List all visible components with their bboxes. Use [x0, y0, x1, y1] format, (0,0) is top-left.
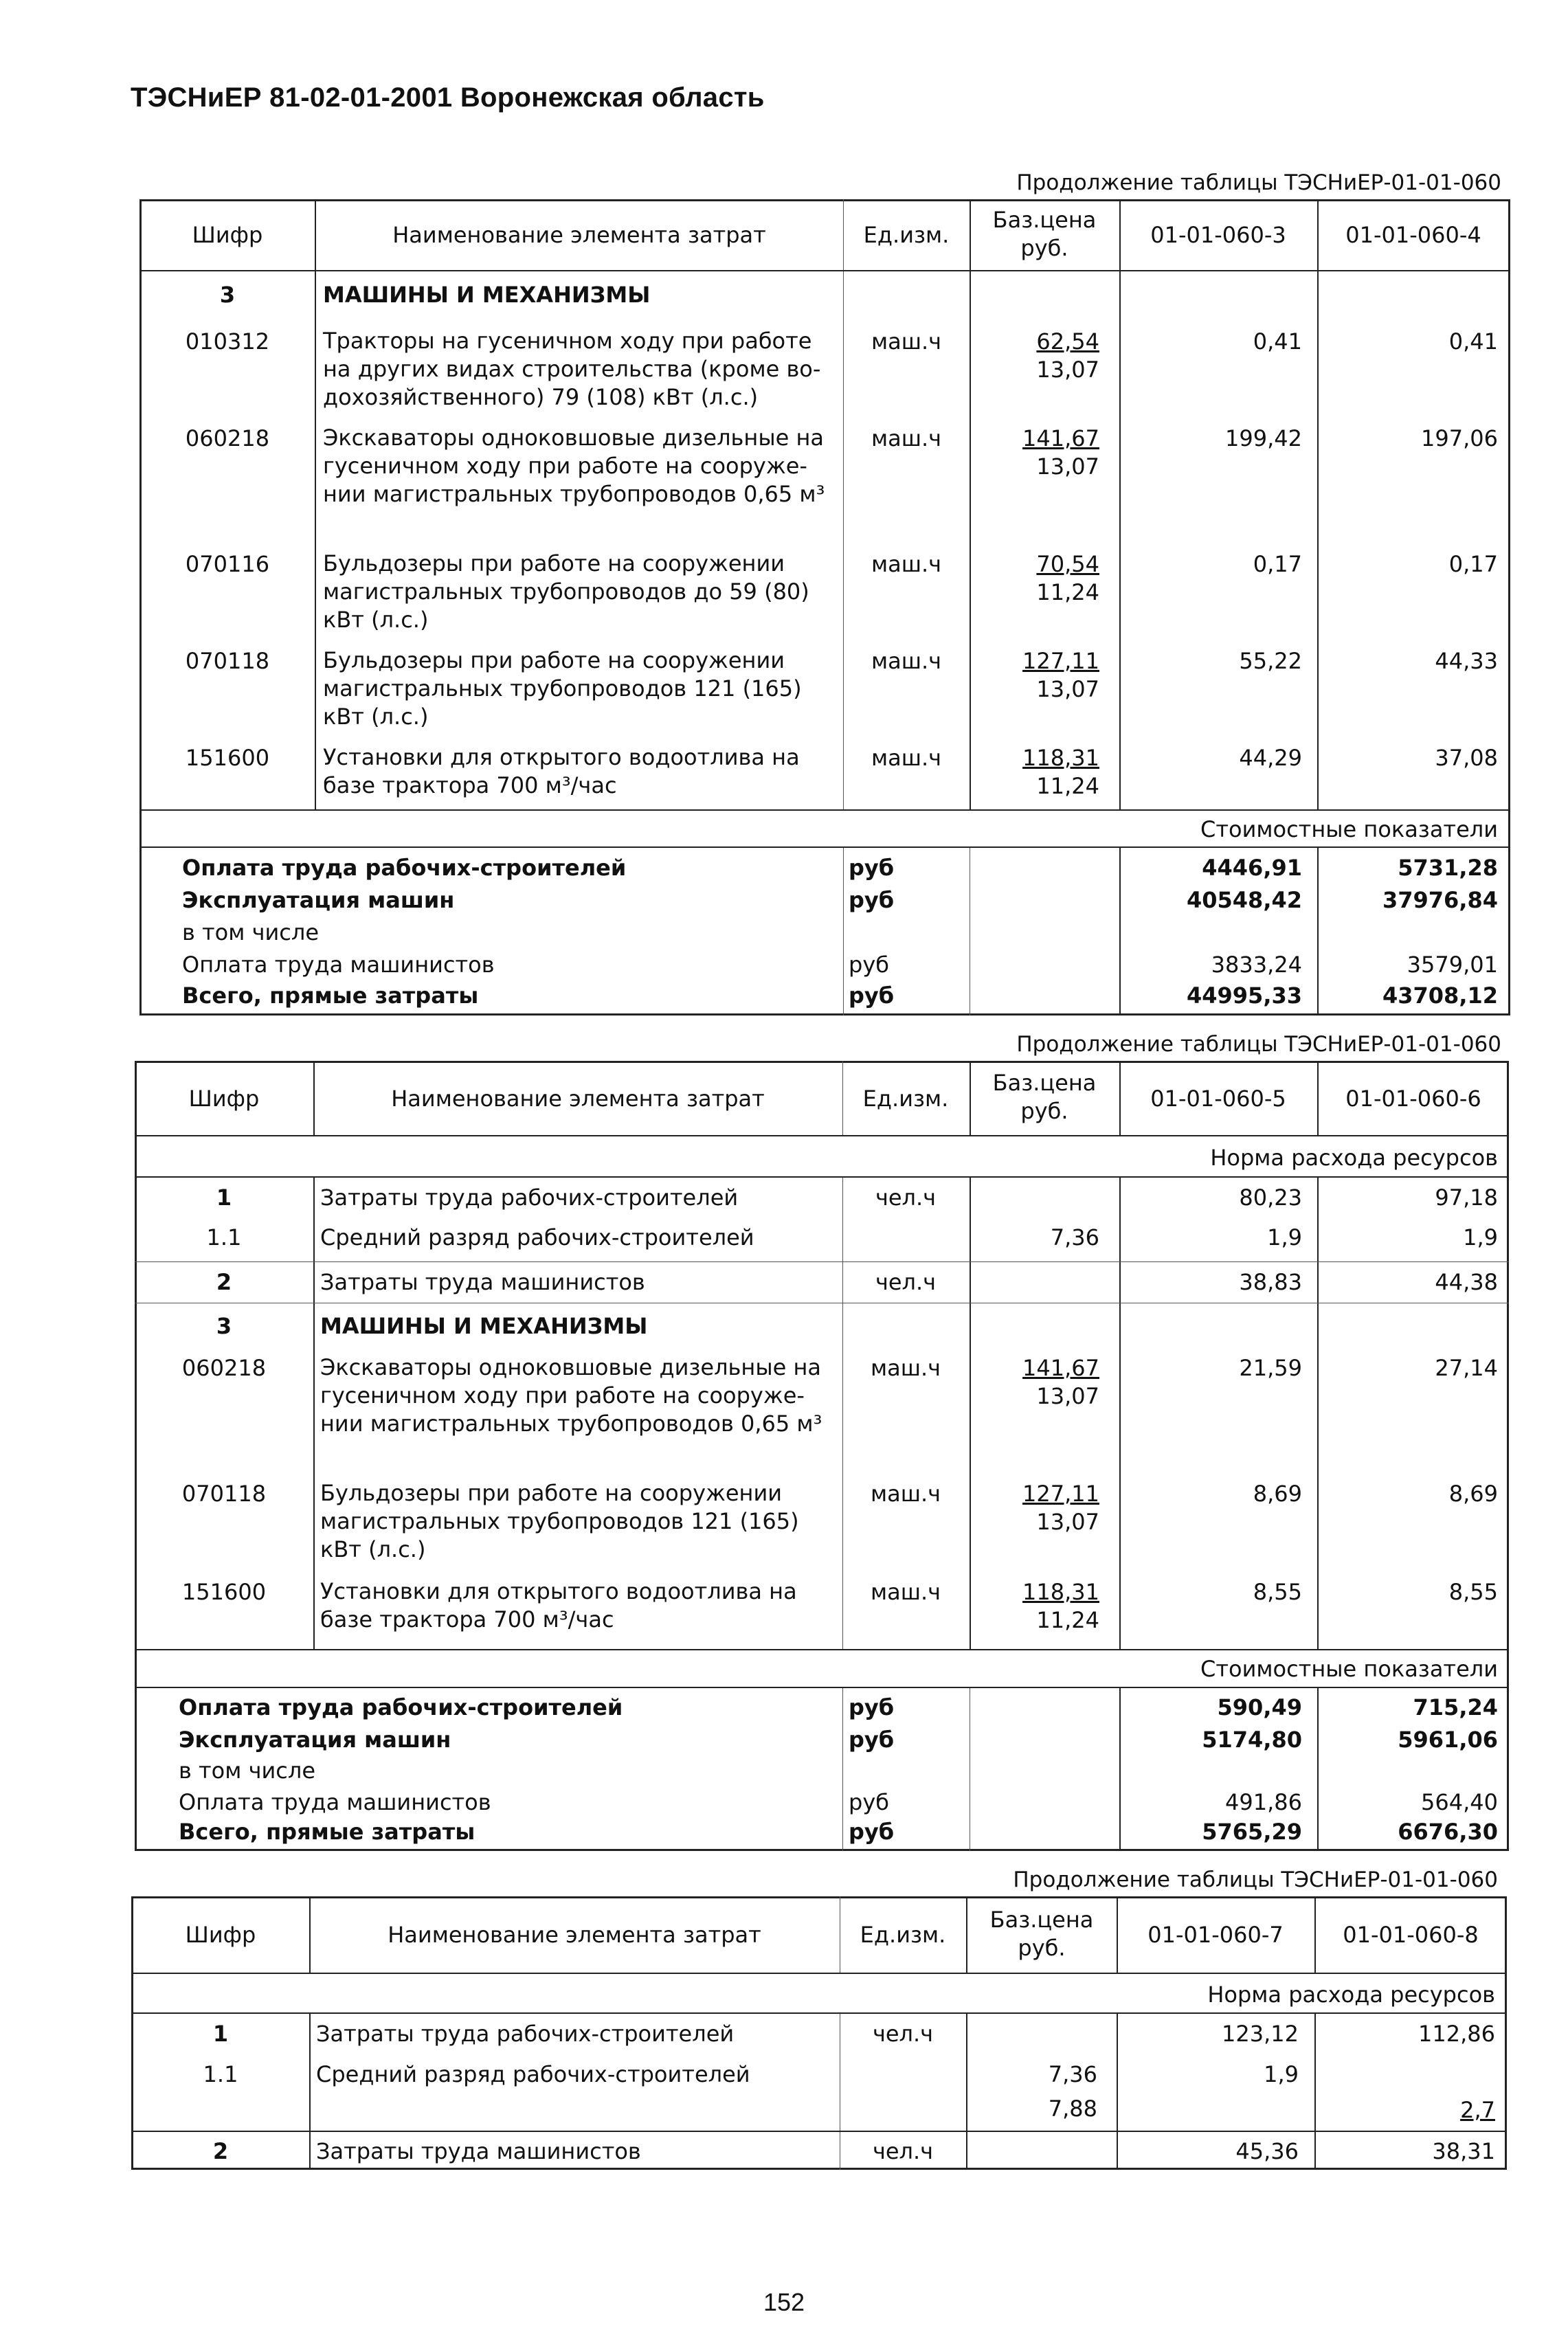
table2-row-price-bottom: 13,07	[1036, 1383, 1099, 1409]
table3-labor-unit: чел.ч	[872, 2021, 934, 2047]
table2-col-divider	[313, 1176, 315, 1649]
table1-col-divider	[843, 846, 844, 1015]
table1-row-unit: маш.ч	[871, 551, 942, 577]
table2-header-col-a: 01-01-060-5	[1150, 1086, 1286, 1112]
table1-cost-name: в том числе	[182, 919, 319, 945]
table2-col-divider	[1317, 1176, 1319, 1649]
table2-row-name: Экскаваторы одноковшовые дизельные на гусеничном ходу при работе на сооруже- нии магистральных трубопроводов 0,65 м³	[320, 1354, 822, 1437]
table3-col-divider	[1117, 2012, 1118, 2170]
table2-col-divider	[842, 1176, 843, 1649]
table2-row-code: 151600	[181, 1579, 267, 1605]
table3-labor-code: 1.1	[203, 2061, 238, 2087]
table2-row-price-top: 141,67	[1022, 1355, 1099, 1381]
table2-col-divider	[313, 1061, 315, 1135]
table2-section-title: МАШИНЫ И МЕХАНИЗМЫ	[320, 1313, 648, 1339]
table1-cost-col-b: 5731,28	[1398, 855, 1498, 881]
table2-cost-col-b: 564,40	[1421, 1789, 1498, 1815]
table2-col-divider	[970, 1176, 971, 1649]
table2-col-divider	[1119, 1687, 1121, 1851]
table1-row-col-b: 197,06	[1421, 425, 1498, 451]
table2-labor-code: 1.1	[206, 1224, 242, 1250]
table1-row-unit: маш.ч	[871, 328, 942, 355]
table3-rule	[131, 2012, 1507, 2014]
table3-col-divider	[309, 2012, 311, 2170]
table2-col-divider	[1119, 1176, 1121, 1649]
table2-labor-col-a: 80,23	[1239, 1185, 1302, 1211]
table1-cost-col-a: 3833,24	[1211, 952, 1302, 978]
table3-col-divider	[1117, 1896, 1118, 1973]
table1-row-col-a: 0,17	[1253, 551, 1302, 577]
table1-header-col-b: 01-01-060-4	[1345, 222, 1481, 248]
table2-col-divider	[1317, 1687, 1319, 1851]
table3-labor-name: Затраты труда машинистов	[316, 2138, 641, 2164]
table2-labor-unit: чел.ч	[875, 1269, 937, 1295]
table1-row-col-b: 44,33	[1435, 648, 1498, 674]
table2-header-col-b: 01-01-060-6	[1345, 1086, 1481, 1112]
table2-row-price-bottom: 11,24	[1036, 1607, 1099, 1633]
table3-labor-col-a: 1,9	[1264, 2061, 1299, 2087]
table3-labor-name: Затраты труда рабочих-строителей	[316, 2021, 735, 2047]
table2-cost-unit: руб	[849, 1819, 895, 1845]
table1-col-divider	[1119, 199, 1121, 809]
table1-row-col-b: 37,08	[1435, 745, 1498, 771]
table2-row-col-b: 27,14	[1435, 1355, 1498, 1381]
table3-labor-code: 1	[212, 2021, 229, 2047]
table1-header-unit: Ед.изм.	[863, 222, 950, 248]
table3-continuation: Продолжение таблицы ТЭСНиЕР-01-01-060	[1013, 1867, 1498, 1892]
table3-labor-unit: чел.ч	[872, 2138, 934, 2164]
table2-header-rule	[135, 1135, 1509, 1136]
table1-header-name: Наименование элемента затрат	[392, 222, 766, 248]
table1-col-divider	[1119, 846, 1121, 1015]
table1-cost-name: Оплата труда рабочих-строителей	[182, 855, 627, 881]
table3-header-col-b: 01-01-060-8	[1343, 1922, 1479, 1948]
table2-cost-col-a: 5765,29	[1202, 1819, 1302, 1845]
table2-row-col-a: 8,69	[1253, 1481, 1302, 1507]
table3-col-divider	[1314, 1896, 1316, 1973]
table3-header-col-a: 01-01-060-7	[1147, 1922, 1284, 1948]
table2-labor-name: Затраты труда машинистов	[320, 1269, 645, 1295]
table2-cost-unit: руб	[849, 1727, 895, 1753]
table1-row-price-top: 141,67	[1022, 425, 1099, 451]
page-number: 152	[763, 2288, 805, 2316]
table1-row-col-b: 0,17	[1448, 551, 1498, 577]
table2-cost-col-a: 491,86	[1225, 1789, 1302, 1815]
table1-row-unit: маш.ч	[871, 425, 942, 451]
table3-labor-code: 2	[212, 2138, 229, 2164]
table2-labor-code: 2	[216, 1269, 232, 1295]
table1-row-price-top: 70,54	[1036, 551, 1099, 577]
table2-row-code: 070118	[181, 1481, 267, 1507]
table2-rule	[135, 1261, 1509, 1262]
page-header: ТЭСНиЕР 81-02-01-2001 Воронежская область	[131, 82, 765, 113]
table1-row-unit: маш.ч	[871, 648, 942, 674]
table1-header-price: Баз.цена руб.	[992, 207, 1097, 261]
table1-row-code: 060218	[185, 425, 270, 451]
table2-cost-col-b: 6676,30	[1398, 1819, 1498, 1845]
table1-row-col-a: 0,41	[1253, 328, 1302, 355]
table1-row-name: Установки для открытого водоотлива на базе трактора 700 м³/час	[323, 744, 800, 798]
table3-norm-label: Норма расхода ресурсов	[1207, 1982, 1495, 2008]
table2-cost-col-b: 5961,06	[1398, 1727, 1498, 1753]
table2-cost-col-a: 590,49	[1217, 1694, 1302, 1720]
table3-col-divider	[309, 1896, 311, 1973]
table2-labor-unit: чел.ч	[875, 1185, 937, 1211]
table2-section-code: 3	[216, 1313, 232, 1339]
table2-row-unit: маш.ч	[870, 1481, 941, 1507]
table2-cost-name: Оплата труда машинистов	[179, 1789, 491, 1815]
table1-row-code: 070118	[185, 648, 270, 674]
table2-row-price-top: 127,11	[1022, 1481, 1099, 1507]
table3-col-divider	[966, 1896, 967, 1973]
table1-cost-col-a: 4446,91	[1202, 855, 1302, 881]
table3-labor-col-b: 112,86	[1418, 2021, 1495, 2047]
table1-cost-name: Всего, прямые затраты	[182, 983, 479, 1009]
table3-col-divider	[1314, 2012, 1316, 2170]
table1-row-price-bottom: 13,07	[1036, 453, 1099, 480]
table1-cost-col-a: 40548,42	[1186, 887, 1302, 913]
table1-cost-col-b: 3579,01	[1407, 952, 1498, 978]
table2-header-code: Шифр	[188, 1086, 260, 1112]
table1-section-code: 3	[219, 282, 236, 308]
table2-cost-label: Стоимостные показатели	[1200, 1656, 1498, 1682]
table2-cost-col-a: 5174,80	[1202, 1727, 1302, 1753]
table2-row-unit: маш.ч	[870, 1355, 941, 1381]
table3-col-divider	[966, 2012, 967, 2170]
table2-row-unit: маш.ч	[870, 1579, 941, 1605]
table2-continuation: Продолжение таблицы ТЭСНиЕР-01-01-060	[1016, 1032, 1501, 1057]
table1-row-name: Тракторы на гусеничном ходу при работе на других видах строительства (кроме во- дохозяйственного) 79 (108) кВт (л.с.)	[323, 328, 821, 410]
table1-row-col-a: 44,29	[1239, 745, 1302, 771]
table2-rule	[135, 1649, 1509, 1650]
table2-cost-unit: руб	[849, 1694, 895, 1720]
table1-row-code: 010312	[185, 328, 270, 355]
table1-continuation: Продолжение таблицы ТЭСНиЕР-01-01-060	[1016, 170, 1501, 195]
table1-row-col-a: 55,22	[1239, 648, 1302, 674]
table1-section-title: МАШИНЫ И МЕХАНИЗМЫ	[323, 282, 651, 308]
table2-col-divider	[842, 1687, 843, 1851]
table2-row-name: Установки для открытого водоотлива на базе трактора 700 м³/час	[320, 1578, 797, 1632]
table3-header-unit: Ед.изм.	[860, 1922, 946, 1948]
table2-row-name: Бульдозеры при работе на сооружении магистральных трубопроводов 121 (165) кВт (л.с.)	[320, 1480, 799, 1562]
table1-col-divider	[970, 199, 971, 809]
table1-row-price-top: 62,54	[1036, 328, 1099, 355]
table3-labor-col-b: 38,31	[1432, 2138, 1495, 2164]
table2-rule	[135, 1176, 1509, 1178]
table2-cost-col-b: 715,24	[1413, 1694, 1498, 1720]
table1-row-unit: маш.ч	[871, 745, 942, 771]
table3-labor-name: Средний разряд рабочих-строителей	[316, 2061, 750, 2087]
table1-col-divider	[1317, 199, 1319, 809]
table1-header-rule	[139, 270, 1510, 271]
table1-row-col-a: 199,42	[1225, 425, 1302, 451]
table1-rule	[139, 809, 1510, 811]
table3-rule	[131, 2131, 1507, 2132]
table1-row-price-top: 118,31	[1022, 745, 1099, 771]
table1-header-col-a: 01-01-060-3	[1150, 222, 1286, 248]
table2-row-price-top: 118,31	[1022, 1579, 1099, 1605]
table2-row-col-b: 8,55	[1448, 1579, 1498, 1605]
table2-col-divider	[1317, 1061, 1319, 1135]
table1-cost-unit: руб	[849, 952, 889, 978]
table2-labor-name: Затраты труда рабочих-строителей	[320, 1185, 739, 1211]
table2-row-code: 060218	[181, 1355, 267, 1381]
table1-row-code: 151600	[185, 745, 270, 771]
table3-header-rule	[131, 1973, 1507, 1974]
table2-header-unit: Ед.изм.	[862, 1086, 949, 1112]
table2-col-divider	[970, 1061, 971, 1135]
table2-rule	[135, 1687, 1509, 1688]
table2-cost-name: в том числе	[179, 1758, 315, 1784]
table2-labor-col-b: 97,18	[1435, 1185, 1498, 1211]
table1-cost-col-a: 44995,33	[1186, 983, 1302, 1009]
table1-cost-col-b: 37976,84	[1382, 887, 1498, 913]
table1-cost-name: Оплата труда машинистов	[182, 952, 495, 978]
table3-labor-price: 7,36	[1048, 2061, 1097, 2087]
table1-header-code: Шифр	[192, 222, 263, 248]
table1-col-divider	[843, 199, 844, 809]
table2-row-col-b: 8,69	[1448, 1481, 1498, 1507]
table1-cost-name: Эксплуатация машин	[182, 887, 455, 913]
table1-col-divider	[1317, 846, 1319, 1015]
table2-col-divider	[842, 1061, 843, 1135]
table1-rule	[139, 846, 1510, 848]
table1-row-code: 070116	[185, 551, 270, 577]
table1-row-name: Бульдозеры при работе на сооружении магистральных трубопроводов до 59 (80) кВт (л.с.)	[323, 550, 809, 633]
table1-row-price-top: 127,11	[1022, 648, 1099, 674]
table1-cost-col-b: 43708,12	[1382, 983, 1498, 1009]
table2-cost-unit: руб	[849, 1789, 889, 1815]
table2-cost-name: Оплата труда рабочих-строителей	[179, 1694, 623, 1720]
table3-labor-price: 7,88	[1048, 2096, 1097, 2122]
table3-header-name: Наименование элемента затрат	[388, 1922, 761, 1948]
table2-col-divider	[1119, 1061, 1121, 1135]
table1-row-price-bottom: 11,24	[1036, 773, 1099, 799]
table1-row-price-bottom: 13,07	[1036, 676, 1099, 702]
table2-cost-name: Эксплуатация машин	[179, 1727, 451, 1753]
table2-header-price: Баз.цена руб.	[992, 1070, 1097, 1124]
table1-cost-unit: руб	[849, 855, 895, 881]
table3-labor-col-b: 2,7	[1460, 2097, 1495, 2123]
table2-labor-col-a: 38,83	[1239, 1269, 1302, 1295]
table2-labor-col-b: 1,9	[1463, 1224, 1498, 1250]
table1-row-name: Бульдозеры при работе на сооружении магистральных трубопроводов 121 (165) кВт (л.с.)	[323, 647, 802, 730]
table1-cost-label: Стоимостные показатели	[1200, 816, 1498, 842]
table2-labor-code: 1	[216, 1185, 232, 1211]
table2-labor-name: Средний разряд рабочих-строителей	[320, 1224, 754, 1250]
table1-row-price-bottom: 13,07	[1036, 357, 1099, 383]
table3-header-price: Баз.цена руб.	[989, 1907, 1094, 1961]
table3-labor-col-a: 45,36	[1235, 2138, 1299, 2164]
table2-labor-col-a: 1,9	[1267, 1224, 1302, 1250]
table2-cost-name: Всего, прямые затраты	[179, 1819, 475, 1845]
table2-row-col-a: 21,59	[1239, 1355, 1302, 1381]
table2-labor-col-b: 44,38	[1435, 1269, 1498, 1295]
table3-labor-col-a: 123,12	[1222, 2021, 1299, 2047]
table2-row-col-a: 8,55	[1253, 1579, 1302, 1605]
table1-cost-unit: руб	[849, 887, 895, 913]
table2-norm-label: Норма расхода ресурсов	[1210, 1145, 1498, 1171]
table1-row-price-bottom: 11,24	[1036, 579, 1099, 605]
table1-row-name: Экскаваторы одноковшовые дизельные на гусеничном ходу при работе на сооруже- нии магистральных трубопроводов 0,65 м³	[323, 425, 825, 507]
table2-header-name: Наименование элемента затрат	[391, 1086, 765, 1112]
table1-row-col-b: 0,41	[1448, 328, 1498, 355]
table2-row-price-bottom: 13,07	[1036, 1509, 1099, 1535]
table1-col-divider	[315, 199, 316, 809]
table1-cost-unit: руб	[849, 983, 895, 1009]
table3-header-code: Шифр	[185, 1922, 256, 1948]
table2-labor-price: 7,36	[1050, 1224, 1099, 1250]
